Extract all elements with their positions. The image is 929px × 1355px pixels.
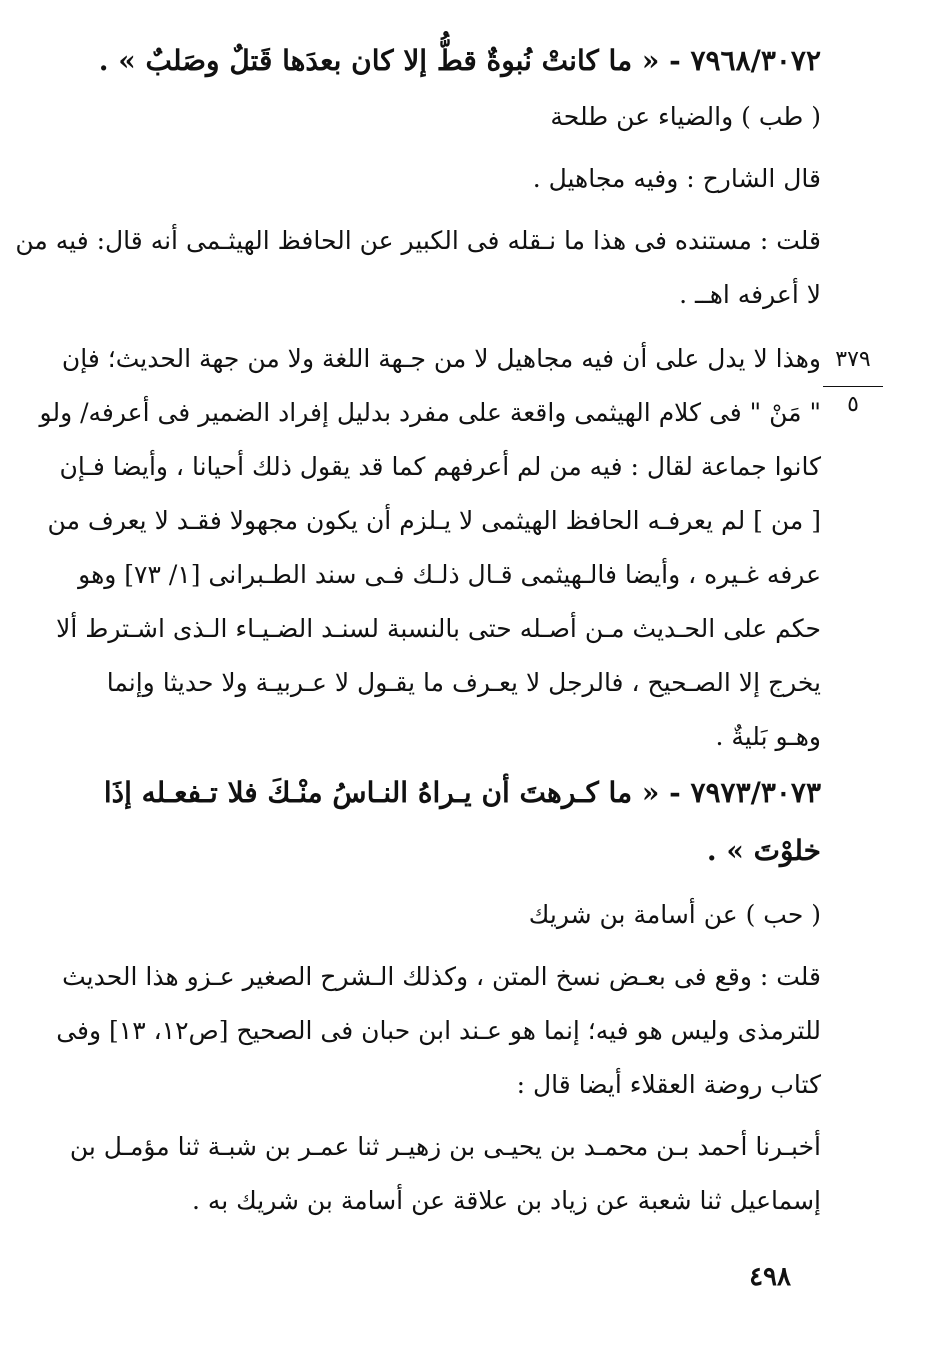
- paragraph-line: قال الشارح : وفيه مجاهيل .: [532, 164, 821, 193]
- paragraph-line: كتاب روضة العقلاء أيضا قال :: [516, 1070, 821, 1099]
- hadith-7968: [98, 32, 821, 90]
- isnad-paragraph: [69, 1120, 821, 1228]
- paragraph-line: يخرج إلا الصـحيح ، فالرجل لا يعـرف ما يقـول لا عـربيـة ولا حديثا وإنما: [106, 668, 821, 697]
- paragraph-line: وهذا لا يدل على أن فيه مجاهيل لا من جـهة اللغة ولا من جهة الحديث؛ فإن: [61, 344, 821, 373]
- margin-ref-divider: [823, 386, 883, 387]
- hadith-line: خلوْتَ » .: [706, 834, 821, 867]
- paragraph-line: " مَنْ " فى كلام الهيثمى واقعة على مفرد بدليل إفراد الضمير فى أعرفه/ ولو: [39, 398, 821, 427]
- argument-paragraph: [39, 332, 821, 764]
- margin-reference: [823, 346, 883, 419]
- hadith-line: ٧٩٦٨/٣٠٧٢ - « ما كانتْ نُبوةٌ قطُّ إلا كان بعدَها قَتلٌ وصَلبٌ » .: [98, 44, 821, 77]
- paragraph-line: عرفه غـيره ، وأيضا فالـهيثمى قـال ذلـك فـى سند الطـبرانى [١/ ٧٣] وهو: [78, 560, 821, 589]
- paragraph-line: قلت : وقع فى بعـض نسخ المتن ، وكذلك الـشرح الصغير عـزو هذا الحديث: [62, 962, 821, 991]
- page-number: ٤٩٨: [749, 1262, 791, 1292]
- paragraph-line: [ من ] لم يعرفـه الحافظ الهيثمى لا يـلزم أن يكون مجهولا فقـد لا يعرف من: [47, 506, 821, 535]
- source-citation: [111, 888, 821, 942]
- paragraph-line: للترمذى وليس هو فيه؛ إنما هو عـند ابن حبان فى الصحيح [ص١٢، ١٣] وفى: [56, 1016, 821, 1045]
- paragraph-line: قلت : مستنده فى هذا ما نـقله فى الكبير عن الحافظ الهيثـمى أنه قال: فيه من: [15, 226, 821, 255]
- response-paragraph: [56, 950, 821, 1112]
- response-paragraph: [15, 214, 821, 322]
- commentary-paragraph: [111, 152, 821, 206]
- margin-ref-top: ٣٧٩: [835, 347, 871, 372]
- paragraph-line: وهـو بَليةٌ .: [715, 722, 821, 751]
- paragraph-line: لا أعرفه اهــ .: [679, 280, 821, 309]
- paragraph-line: كانوا جماعة لقال : فيه من لم أعرفهم كما قد يقول ذلك أحيانا ، وأيضا فـإن: [59, 452, 821, 481]
- hadith-7973: [103, 764, 821, 880]
- source-line: ( حب ) عن أسامة بن شريك: [528, 900, 821, 929]
- paragraph-line: أخبـرنا أحمد بـن محمـد بن يحيـى بن زهيـر ثنا عمـر بن شبـة ثنا مؤمـل بن: [69, 1132, 821, 1161]
- hadith-line: ٧٩٧٣/٣٠٧٣ - « ما كـرهتَ أن يـراهُ النـاسُ منْـكَ فلا تـفعـله إذَا: [103, 776, 821, 809]
- source-line: ( طب ) والضياء عن طلحة: [550, 102, 821, 131]
- margin-ref-bottom: ٥: [847, 392, 859, 417]
- text-column: [15, 32, 821, 1228]
- paragraph-line: حكم على الحـديث مـن أصـله حتى بالنسبة لسنـد الضـيـاء الـذى اشـترط ألا: [56, 614, 821, 643]
- source-citation: [111, 90, 821, 144]
- paragraph-line: إسماعيل ثنا شعبة عن زياد بن علاقة عن أسامة بن شريك به .: [191, 1186, 821, 1215]
